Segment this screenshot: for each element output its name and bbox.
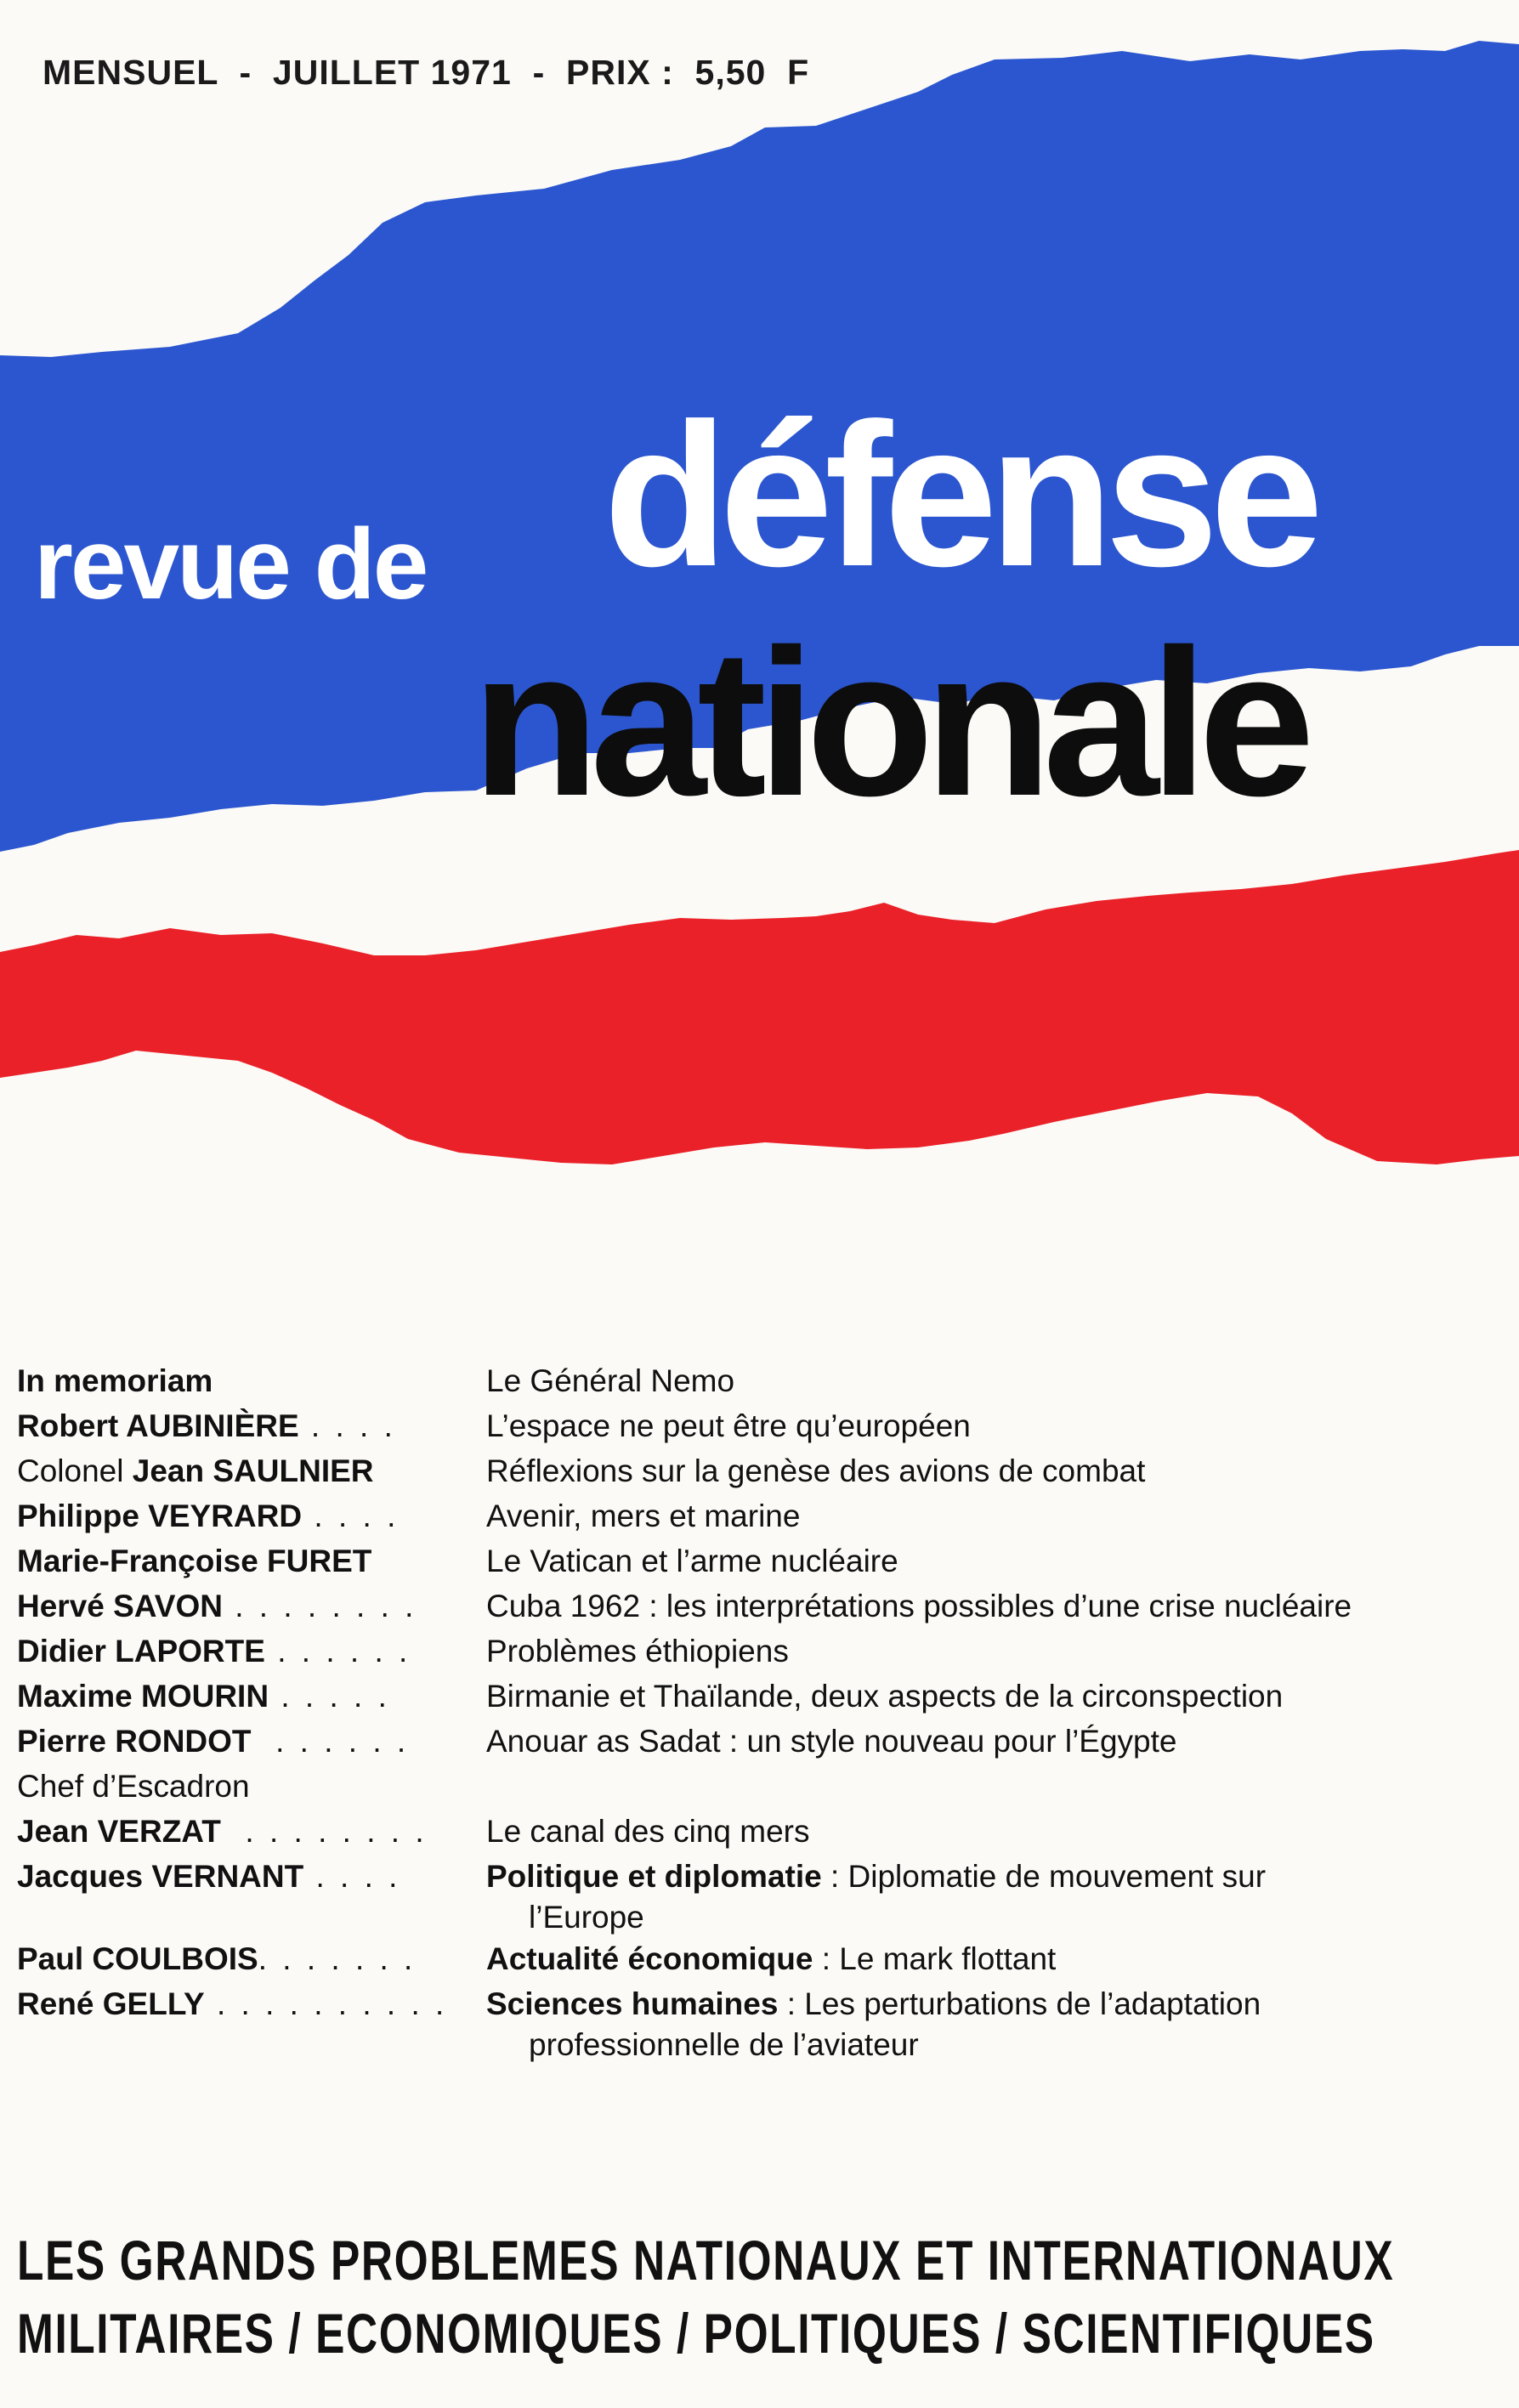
toc-author	[17, 1854, 486, 1936]
toc-author	[17, 1809, 486, 1854]
toc-leader-dots: . . . .	[303, 1859, 401, 1894]
toc-row	[17, 1854, 1479, 1936]
toc-title-text: Le canal des cinq mers	[486, 1814, 810, 1849]
toc-author	[17, 1493, 486, 1538]
toc-author	[17, 1584, 486, 1629]
toc-article-title	[486, 1936, 1479, 1981]
toc-author	[17, 1538, 486, 1584]
toc-article-title	[486, 1584, 1479, 1629]
toc-row	[17, 1629, 1479, 1674]
toc-title-text: Avenir, mers et marine	[486, 1499, 801, 1533]
toc-author-name: Jean VERZAT	[17, 1814, 221, 1849]
toc-title-continuation: professionnelle de l’aviateur	[529, 2027, 919, 2062]
toc-title-text: Cuba 1962 : les interprétations possibles d’une crise nucléaire	[486, 1589, 1352, 1623]
toc-author	[17, 1358, 486, 1403]
tagline-line-2: MILITAIRES / ECONOMIQUES / POLITIQUES / SCIENTIFIQUES	[17, 2302, 1375, 2365]
toc-leader-dots: . . . . . . .	[258, 1941, 417, 1976]
toc-author-name: Jacques VERNANT	[17, 1859, 304, 1894]
toc-row	[17, 1936, 1479, 1981]
toc-row	[17, 1674, 1479, 1719]
toc-article-title	[486, 1358, 1479, 1403]
toc-row	[17, 1403, 1479, 1448]
toc-row	[17, 1538, 1479, 1584]
toc-article-title	[486, 1719, 1479, 1764]
toc-author	[17, 1936, 486, 1981]
toc-author-name: Philippe VEYRARD	[17, 1499, 303, 1533]
toc-author	[17, 1981, 486, 2064]
toc-author-prefix: Colonel	[17, 1453, 133, 1488]
toc-article-title	[486, 1403, 1479, 1448]
toc-title-text: Birmanie et Thaïlande, deux aspects de la circonspection	[486, 1679, 1284, 1714]
toc-title-text: Problèmes éthiopiens	[486, 1634, 789, 1669]
tagline-line-1: LES GRANDS PROBLEMES NATIONAUX ET INTERNATIONAUX	[17, 2229, 1395, 2292]
toc-author-prefix: Chef d’Escadron	[17, 1769, 250, 1804]
toc-author-name: René GELLY	[17, 1986, 205, 2021]
toc-title-text: Anouar as Sadat : un style nouveau pour l’Égypte	[486, 1724, 1177, 1759]
toc-row	[17, 1358, 1479, 1403]
toc-author-name: Paul COULBOIS	[17, 1941, 258, 1976]
toc-leader-dots: . . . . . .	[264, 1634, 411, 1669]
toc-author	[17, 1674, 486, 1719]
cover-tagline	[17, 2224, 1462, 2370]
toc-author-name: Pierre RONDOT	[17, 1724, 252, 1759]
toc-leader-dots: . . . .	[302, 1499, 400, 1533]
title-nationale: nationale	[472, 606, 1306, 840]
title-defense: défense	[604, 381, 1316, 609]
toc-row	[17, 1719, 1479, 1764]
toc-author	[17, 1403, 486, 1448]
table-of-contents	[17, 1358, 1479, 2064]
toc-row	[17, 1809, 1479, 1854]
toc-row	[17, 1493, 1479, 1538]
title-prefix: revue de	[34, 508, 427, 620]
toc-article-title	[486, 1493, 1479, 1538]
toc-article-title	[486, 1629, 1479, 1674]
toc-row	[17, 1981, 1479, 2064]
toc-article-title	[486, 1809, 1479, 1854]
toc-row	[17, 1448, 1479, 1493]
toc-title-text: : Diplomatie de mouvement sur	[821, 1859, 1267, 1894]
toc-leader-dots: . . . . . . . .	[222, 1589, 417, 1623]
toc-row	[17, 1584, 1479, 1629]
toc-title-text: : Les perturbations de l’adaptation	[778, 1986, 1261, 2021]
toc-title-text: : Le mark flottant	[813, 1941, 1057, 1976]
toc-author-name: In memoriam	[17, 1363, 213, 1398]
issue-header: MENSUEL - JUILLET 1971 - PRIX : 5,50 F	[43, 53, 810, 92]
toc-author-name: Robert AUBINIÈRE	[17, 1408, 299, 1443]
toc-author	[17, 1764, 486, 1809]
toc-leader-dots: . . . . . . . .	[220, 1814, 428, 1849]
toc-author	[17, 1448, 486, 1493]
toc-title-text: Le Vatican et l’arme nucléaire	[486, 1544, 898, 1578]
toc-article-title	[486, 1854, 1479, 1936]
toc-article-title	[486, 1981, 1479, 2064]
toc-leader-dots: . . . .	[298, 1408, 396, 1443]
toc-category: Sciences humaines	[486, 1986, 779, 2021]
toc-leader-dots: . . . . .	[269, 1679, 390, 1714]
toc-author-name: Jean SAULNIER	[132, 1453, 374, 1488]
toc-author-name: Marie-Françoise FURET	[17, 1544, 372, 1578]
toc-author-name: Maxime MOURIN	[17, 1679, 269, 1714]
toc-author	[17, 1629, 486, 1674]
toc-author-name: Hervé SAVON	[17, 1589, 223, 1623]
toc-article-title	[486, 1674, 1479, 1719]
toc-author	[17, 1719, 486, 1764]
toc-title-text: Réflexions sur la genèse des avions de combat	[486, 1453, 1146, 1488]
toc-title-text: L’espace ne peut être qu’européen	[486, 1408, 971, 1443]
toc-article-title	[486, 1448, 1479, 1493]
toc-category: Politique et diplomatie	[486, 1859, 822, 1894]
toc-row	[17, 1764, 1479, 1809]
toc-title-continuation: l’Europe	[529, 1900, 644, 1935]
toc-leader-dots: . . . . . . . . . .	[204, 1986, 448, 2021]
toc-article-title	[486, 1764, 1479, 1809]
toc-category: Actualité économique	[486, 1941, 813, 1976]
toc-title-text: Le Général Nemo	[486, 1363, 735, 1398]
red-torn-band	[0, 850, 1519, 1164]
toc-leader-dots: . . . . . .	[251, 1724, 410, 1759]
toc-article-title	[486, 1538, 1479, 1584]
toc-author-name: Didier LAPORTE	[17, 1634, 265, 1669]
